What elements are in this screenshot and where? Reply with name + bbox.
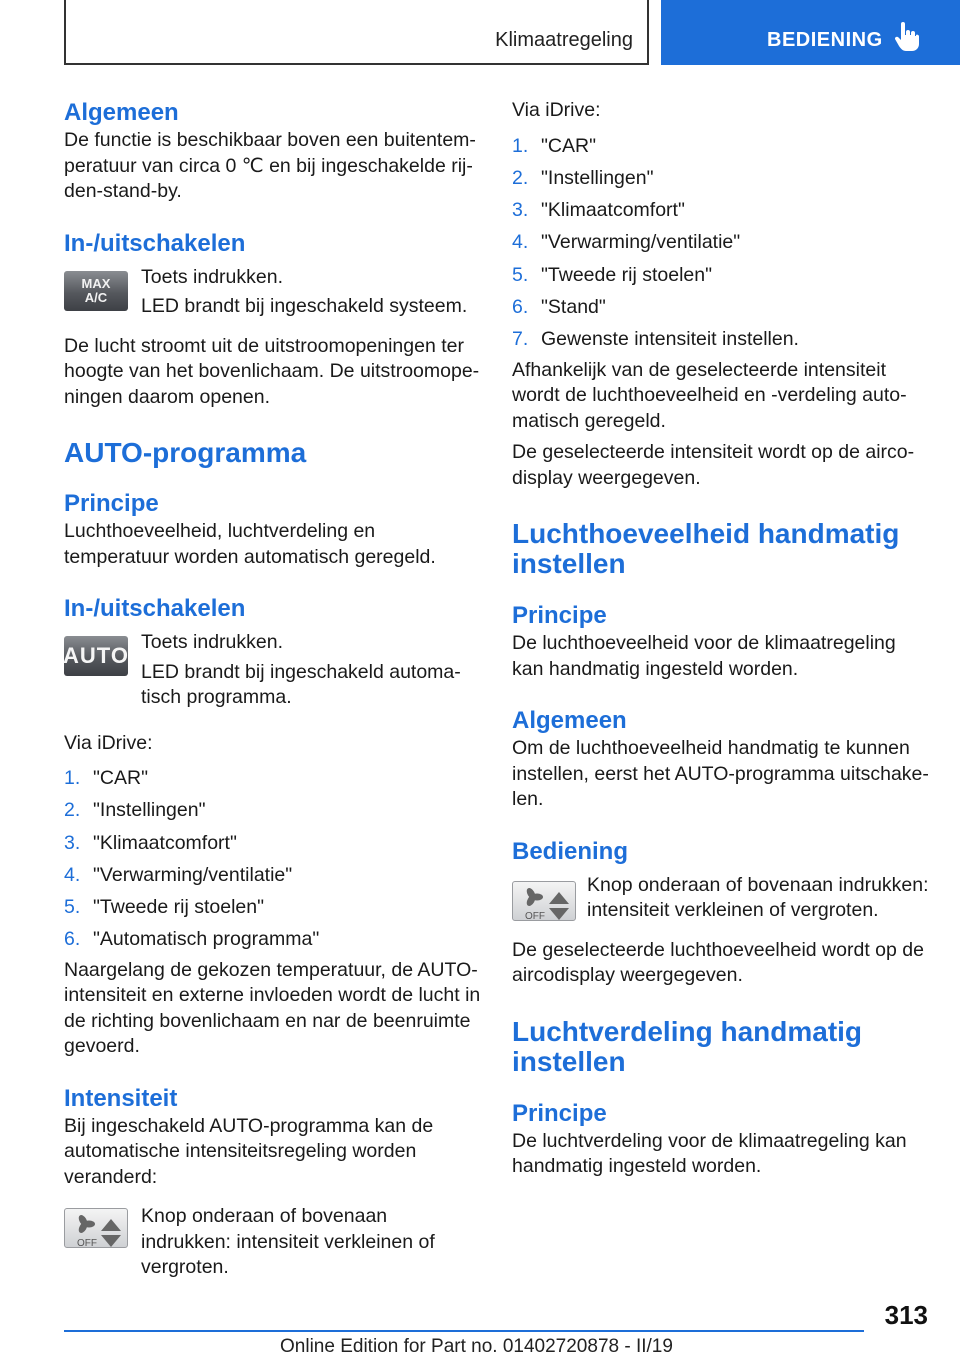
list-item-text: Gewenste intensiteit instellen.	[541, 328, 799, 351]
list-item-text: "Instellingen"	[541, 166, 654, 189]
left-steps-list	[64, 762, 482, 956]
list-item	[64, 762, 482, 794]
fan-off-button-icon	[64, 1208, 128, 1248]
list-item-number: 7.	[512, 328, 529, 351]
auto-button-row	[64, 630, 482, 711]
list-item-number: 4.	[64, 863, 81, 886]
list-item-number: 4.	[512, 231, 529, 254]
left-column	[64, 98, 482, 1281]
via-idrive-text-2: Via iDrive:	[512, 99, 601, 121]
header-section-tab	[64, 0, 649, 65]
luchtverdeling-heading: Luchtverdeling handmatig instellen	[512, 1015, 863, 1077]
svg-text:OFF: OFF	[77, 1238, 97, 1250]
principe-text: Luchthoeveelheid, luchtverdeling en temperatuur worden automatisch geregeld.	[64, 520, 436, 568]
intensiteit-text: Bij ingeschakeld AUTO-programma kan de automatische intensiteitsregeling worden veranderd:	[64, 1114, 434, 1188]
auto-programma-heading: AUTO-programma	[64, 437, 307, 468]
list-item-text: "Verwarming/ventilatie"	[541, 231, 741, 254]
list-item-text: "Tweede rij stoelen"	[541, 263, 713, 286]
list-item	[512, 259, 932, 291]
toets-text: Toets indrukken.	[141, 265, 283, 288]
footer-edition: Online Edition for Part no. 01402720878 - II/19	[280, 1336, 673, 1357]
in-uitschakelen-heading-2: In-/uitschakelen	[64, 595, 246, 622]
list-item-number: 2.	[512, 166, 529, 189]
maxac-button-row	[64, 265, 482, 320]
list-item-number: 1.	[512, 134, 529, 157]
list-item-text: "CAR"	[541, 134, 597, 157]
lucht-stroomt-text: De lucht stroomt uit de uitstroomopeningen ter hoogte van het bovenlichaam. De uitstroomopeningen daarom openen.	[64, 334, 480, 408]
bediening-heading: Bediening	[512, 837, 629, 865]
principe-heading-3: Principe	[512, 1099, 607, 1127]
led-text: LED brandt bij ingeschakeld systeem.	[141, 295, 468, 317]
list-item-text: "Automatisch programma"	[93, 928, 320, 951]
fan-button-row	[64, 1204, 482, 1281]
afhankelijk-text: Afhankelijk van de geselecteerde intensiteit wordt de luchthoeveelheid en -verdeling automatisch geregeld.	[512, 358, 907, 432]
luchthoeveelheid-heading: Luchthoeveelheid handmatig instellen	[512, 518, 900, 580]
list-item-text: "Instellingen"	[93, 799, 206, 822]
algemeen-text: De functie is beschikbaar boven een buitentemperatuur van circa 0 ℃ en bij ingeschakelde rijden-stand-by.	[64, 129, 476, 202]
list-item-number: 6.	[64, 928, 81, 951]
naargelang-text: Naargelang de gekozen temperatuur, de AUTO-intensiteit en externe invloeden wordt de lucht in de richting bovenlichaam en nar de beenruimte gevoerd.	[64, 958, 481, 1058]
list-item-number: 3.	[64, 831, 81, 854]
via-idrive-text: Via iDrive:	[64, 731, 153, 754]
list-item-text: "CAR"	[93, 767, 149, 789]
right-steps-list	[512, 130, 932, 356]
led-auto-text: LED brandt bij ingeschakeld automatisch programma.	[141, 660, 461, 708]
intensiteit-heading: Intensiteit	[64, 1084, 178, 1112]
auto-button-icon: AUTO	[64, 636, 128, 676]
list-item-text: "Stand"	[541, 295, 606, 318]
list-item	[64, 859, 482, 891]
principe-text-2: De luchthoeveelheid voor de klimaatregeling kan handmatig ingesteld worden.	[512, 632, 896, 680]
header-chapter-tab	[661, 0, 960, 65]
list-item-number: 1.	[64, 767, 81, 789]
max-ac-button-icon: MAX A/C	[64, 271, 128, 311]
list-item	[64, 794, 482, 826]
list-item-text: "Klimaatcomfort"	[541, 199, 685, 222]
list-item	[64, 827, 482, 859]
list-item	[512, 291, 932, 323]
list-item-text: "Verwarming/ventilatie"	[93, 863, 293, 886]
list-item-number: 5.	[64, 896, 81, 919]
knop-text-2: Knop onderaan of bovenaan indrukken: intensiteit verkleinen of vergroten.	[587, 873, 929, 922]
fan-off-button-icon-2	[512, 881, 576, 921]
toets-text-2: Toets indrukken.	[141, 631, 283, 653]
footer-divider	[64, 1330, 864, 1332]
algemeen-text-2: Om de luchthoeveelheid handmatig te kunnen instellen, eerst het AUTO-programma uitschakelen.	[512, 737, 929, 811]
fan-button-row-2	[512, 873, 932, 924]
list-item-number: 3.	[512, 199, 529, 222]
display2-text: De geselecteerde luchthoeveelheid wordt op de aircodisplay weergegeven.	[512, 938, 924, 987]
header-chapter-title: BEDIENING	[767, 29, 883, 51]
right-column	[512, 98, 932, 1180]
header-section-title: Klimaatregeling	[495, 29, 633, 51]
principe-heading-2: Principe	[512, 602, 607, 630]
in-uitschakelen-heading: In-/uitschakelen	[64, 229, 246, 257]
list-item-number: 2.	[64, 799, 81, 822]
algemeen-heading-2: Algemeen	[512, 707, 627, 735]
list-item-number: 5.	[512, 263, 529, 286]
list-item	[512, 226, 932, 258]
svg-text:OFF: OFF	[525, 910, 545, 922]
page-number: 313	[884, 1300, 928, 1330]
hand-pointer-icon	[895, 22, 919, 52]
list-item	[64, 891, 482, 923]
list-item	[512, 130, 932, 162]
list-item	[512, 323, 932, 355]
list-item	[512, 162, 932, 194]
list-item-text: "Klimaatcomfort"	[93, 831, 237, 854]
principe-heading: Principe	[64, 490, 159, 517]
algemeen-heading: Algemeen	[64, 99, 179, 126]
list-item-text: "Tweede rij stoelen"	[93, 896, 265, 919]
principe-text-3: De luchtverdeling voor de klimaatregeling kan handmatig ingesteld worden.	[512, 1129, 907, 1178]
display-text: De geselecteerde intensiteit wordt op de aircodisplay weergegeven.	[512, 441, 915, 489]
list-item	[64, 923, 482, 955]
knop-text: Knop onderaan of bovenaan indrukken: intensiteit verkleinen of vergroten.	[141, 1205, 435, 1279]
list-item	[512, 194, 932, 226]
list-item-number: 6.	[512, 295, 529, 318]
